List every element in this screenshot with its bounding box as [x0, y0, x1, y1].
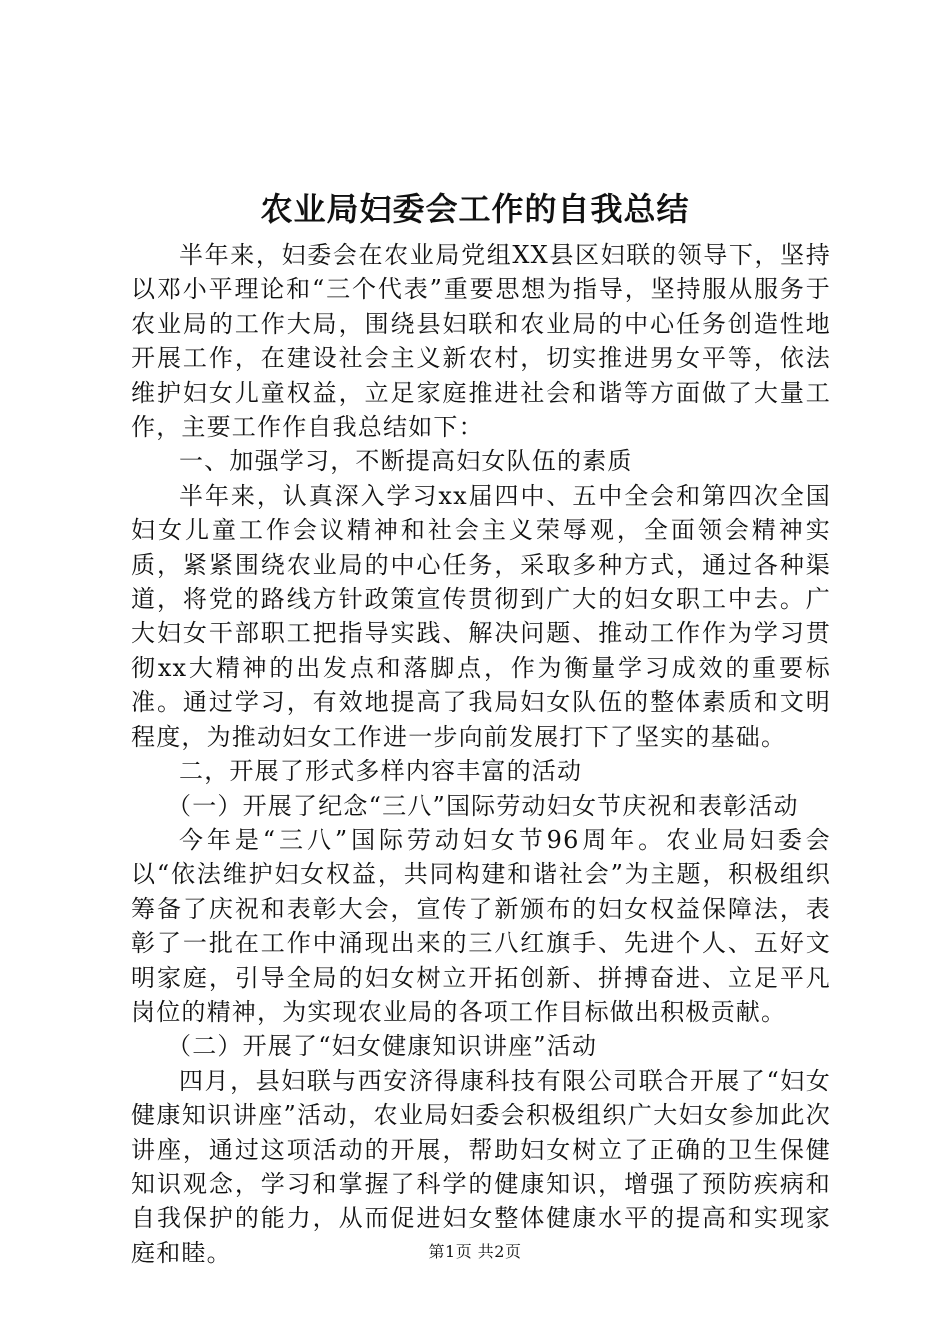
subsection-1-paragraph: 今年是“三八”国际劳动妇女节96周年。农业局妇委会以“依法维护妇女权益，共同构建和谐社会”为主题，积极组织筹备了庆祝和表彰大会，宣传了新颁布的妇女权益保障法，表彰了一批在工作中涌现出来的三八红旗手、先进个人、五好文明家庭，引导全局的妇女树立开拓创新、拼搏奋进、立足平凡岗位的精神，为实现农业局的各项工作目标做出积极贡献。: [131, 825, 831, 1026]
subsection-2-paragraph: 四月，县妇联与西安济得康科技有限公司联合开展了“妇女健康知识讲座”活动，农业局妇委会积极组织广大妇女参加此次讲座，通过这项活动的开展，帮助妇女树立了正确的卫生保健知识观念，学习和掌握了科学的健康知识，增强了预防疾病和自我保护的能力，从而促进妇女整体健康水平的提高和实现家庭和睦。: [131, 1066, 831, 1267]
subsection-heading-2: （二）开展了“妇女健康知识讲座”活动: [167, 1032, 598, 1061]
page-number-footer: 第1页 共2页: [428, 1242, 522, 1261]
subsection-heading-1: （一）开展了纪念“三八”国际劳动妇女节庆祝和表彰活动: [167, 791, 799, 820]
intro-paragraph: 半年来，妇委会在农业局党组XX县区妇联的领导下，坚持以邓小平理论和“三个代表”重要思想为指导，坚持服从服务于农业局的工作大局，围绕县妇联和农业局的中心任务创造性地开展工作，在建设社会主义新农村，切实推进男女平等，依法维护妇女儿童权益，立足家庭推进社会和谐等方面做了大量工作，主要工作作自我总结如下：: [131, 241, 831, 442]
section-1-paragraph: 半年来，认真深入学习xx届四中、五中全会和第四次全国妇女儿童工作会议精神和社会主义荣辱观，全面领会精神实质，紧紧围绕农业局的中心任务，采取多种方式，通过各种渠道，将党的路线方针政策宣传贯彻到广大的妇女职工中去。广大妇女干部职工把指导实践、解决问题、推动工作作为学习贯彻xx大精神的出发点和落脚点，作为衡量学习成效的重要标准。通过学习，有效地提高了我局妇女队伍的整体素质和文明程度，为推动妇女工作进一步向前发展打下了坚实的基础。: [131, 481, 831, 751]
section-heading-1: 一、加强学习，不断提高妇女队伍的素质: [179, 447, 633, 476]
section-heading-2: 二，开展了形式多样内容丰富的活动: [179, 757, 583, 786]
document-title: 农业局妇委会工作的自我总结: [260, 190, 690, 228]
document-body: [131, 238, 831, 1270]
